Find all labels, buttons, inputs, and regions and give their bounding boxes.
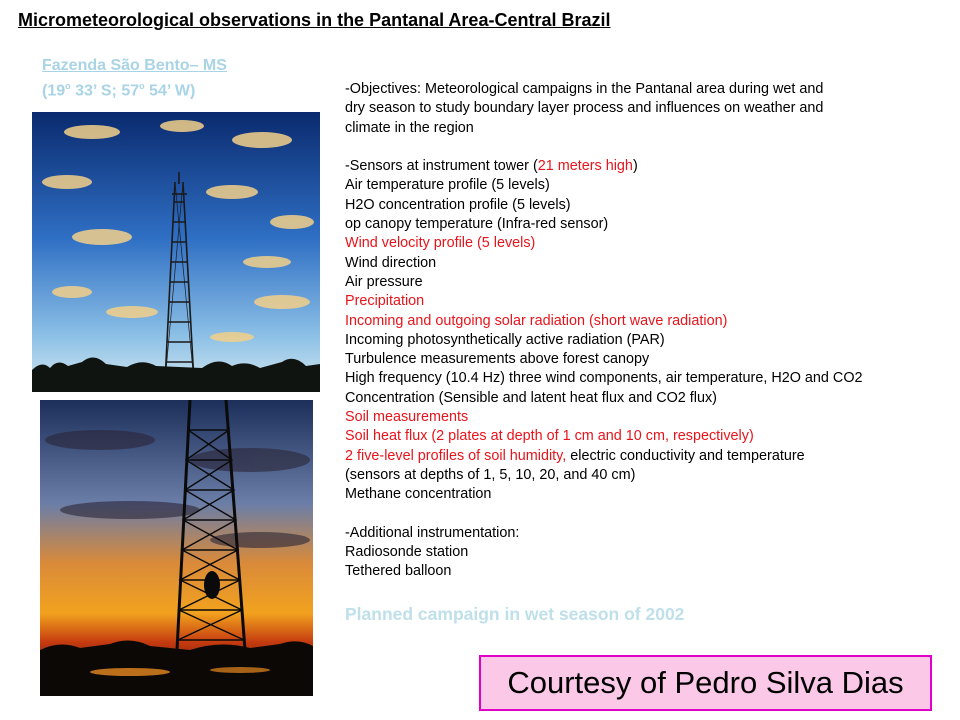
site-coordinates: (19$^o$ 33’ S; 57$^o$ 54’ W) xyxy=(42,81,196,100)
site-label xyxy=(42,55,227,101)
sensor-item: High frequency (10.4 Hz) three wind components, air temperature, H2O and CO2 xyxy=(345,370,863,387)
courtesy-box: Courtesy of Pedro Silva Dias xyxy=(479,655,932,711)
sensor-item: Incoming photosynthetically active radiation (PAR) xyxy=(345,331,665,348)
sensor-item: Air pressure xyxy=(345,273,423,290)
sensor-item-highlighted: Soil measurements xyxy=(345,409,469,426)
soil-depths-line: (sensors at depths of 1, 5, 10, 20, and 40 cm) xyxy=(345,466,636,483)
methane-line: Methane concentration xyxy=(345,486,492,503)
objectives-line: -Objectives: Meteorological campaigns in the Pantanal area during wet and xyxy=(345,81,824,97)
sensor-item: Air temperature profile (5 levels) xyxy=(345,177,550,194)
planned-campaign-note: Planned campaign in wet season of 2002 xyxy=(345,604,685,624)
soil-profiles-line: 2 five-level profiles of soil humidity, electric conductivity and temperature xyxy=(345,447,805,464)
sensor-item: Turbulence measurements above forest canopy xyxy=(345,351,650,368)
sensor-item: Concentration (Sensible and latent heat flux and CO2 flux) xyxy=(345,389,717,406)
additional-item: Radiosonde station xyxy=(345,544,469,561)
sensor-item-highlighted: Soil heat flux (2 plates at depth of 1 cm and 10 cm, respectively) xyxy=(345,428,754,445)
sensor-item-highlighted: Precipitation xyxy=(345,293,425,310)
sensor-item: Wind direction xyxy=(345,254,437,271)
additional-item: Tethered balloon xyxy=(345,563,452,580)
sensor-item: H2O concentration profile (5 levels) xyxy=(345,196,571,213)
site-name: Fazenda São Bento– MS xyxy=(42,57,227,74)
slide-title: Micrometeorological observations in the Pantanal Area-Central Brazil xyxy=(18,10,611,30)
tower-day-photo xyxy=(32,112,320,392)
sensors-header: -Sensors at instrument tower (21 meters high) xyxy=(345,158,638,175)
tower-height: 21 meters high xyxy=(537,158,633,175)
additional-header: -Additional instrumentation: xyxy=(345,524,520,541)
sensor-item: op canopy temperature (Infra-red sensor) xyxy=(345,216,609,233)
objectives-line: dry season to study boundary layer process and influences on weather and xyxy=(345,100,824,117)
campaign-description xyxy=(345,80,957,582)
sensor-item-highlighted: Wind velocity profile (5 levels) xyxy=(345,235,536,252)
objectives-line: climate in the region xyxy=(345,119,474,136)
tower-sunset-photo xyxy=(40,400,313,696)
sensor-item-highlighted: Incoming and outgoing solar radiation (short wave radiation) xyxy=(345,312,728,329)
